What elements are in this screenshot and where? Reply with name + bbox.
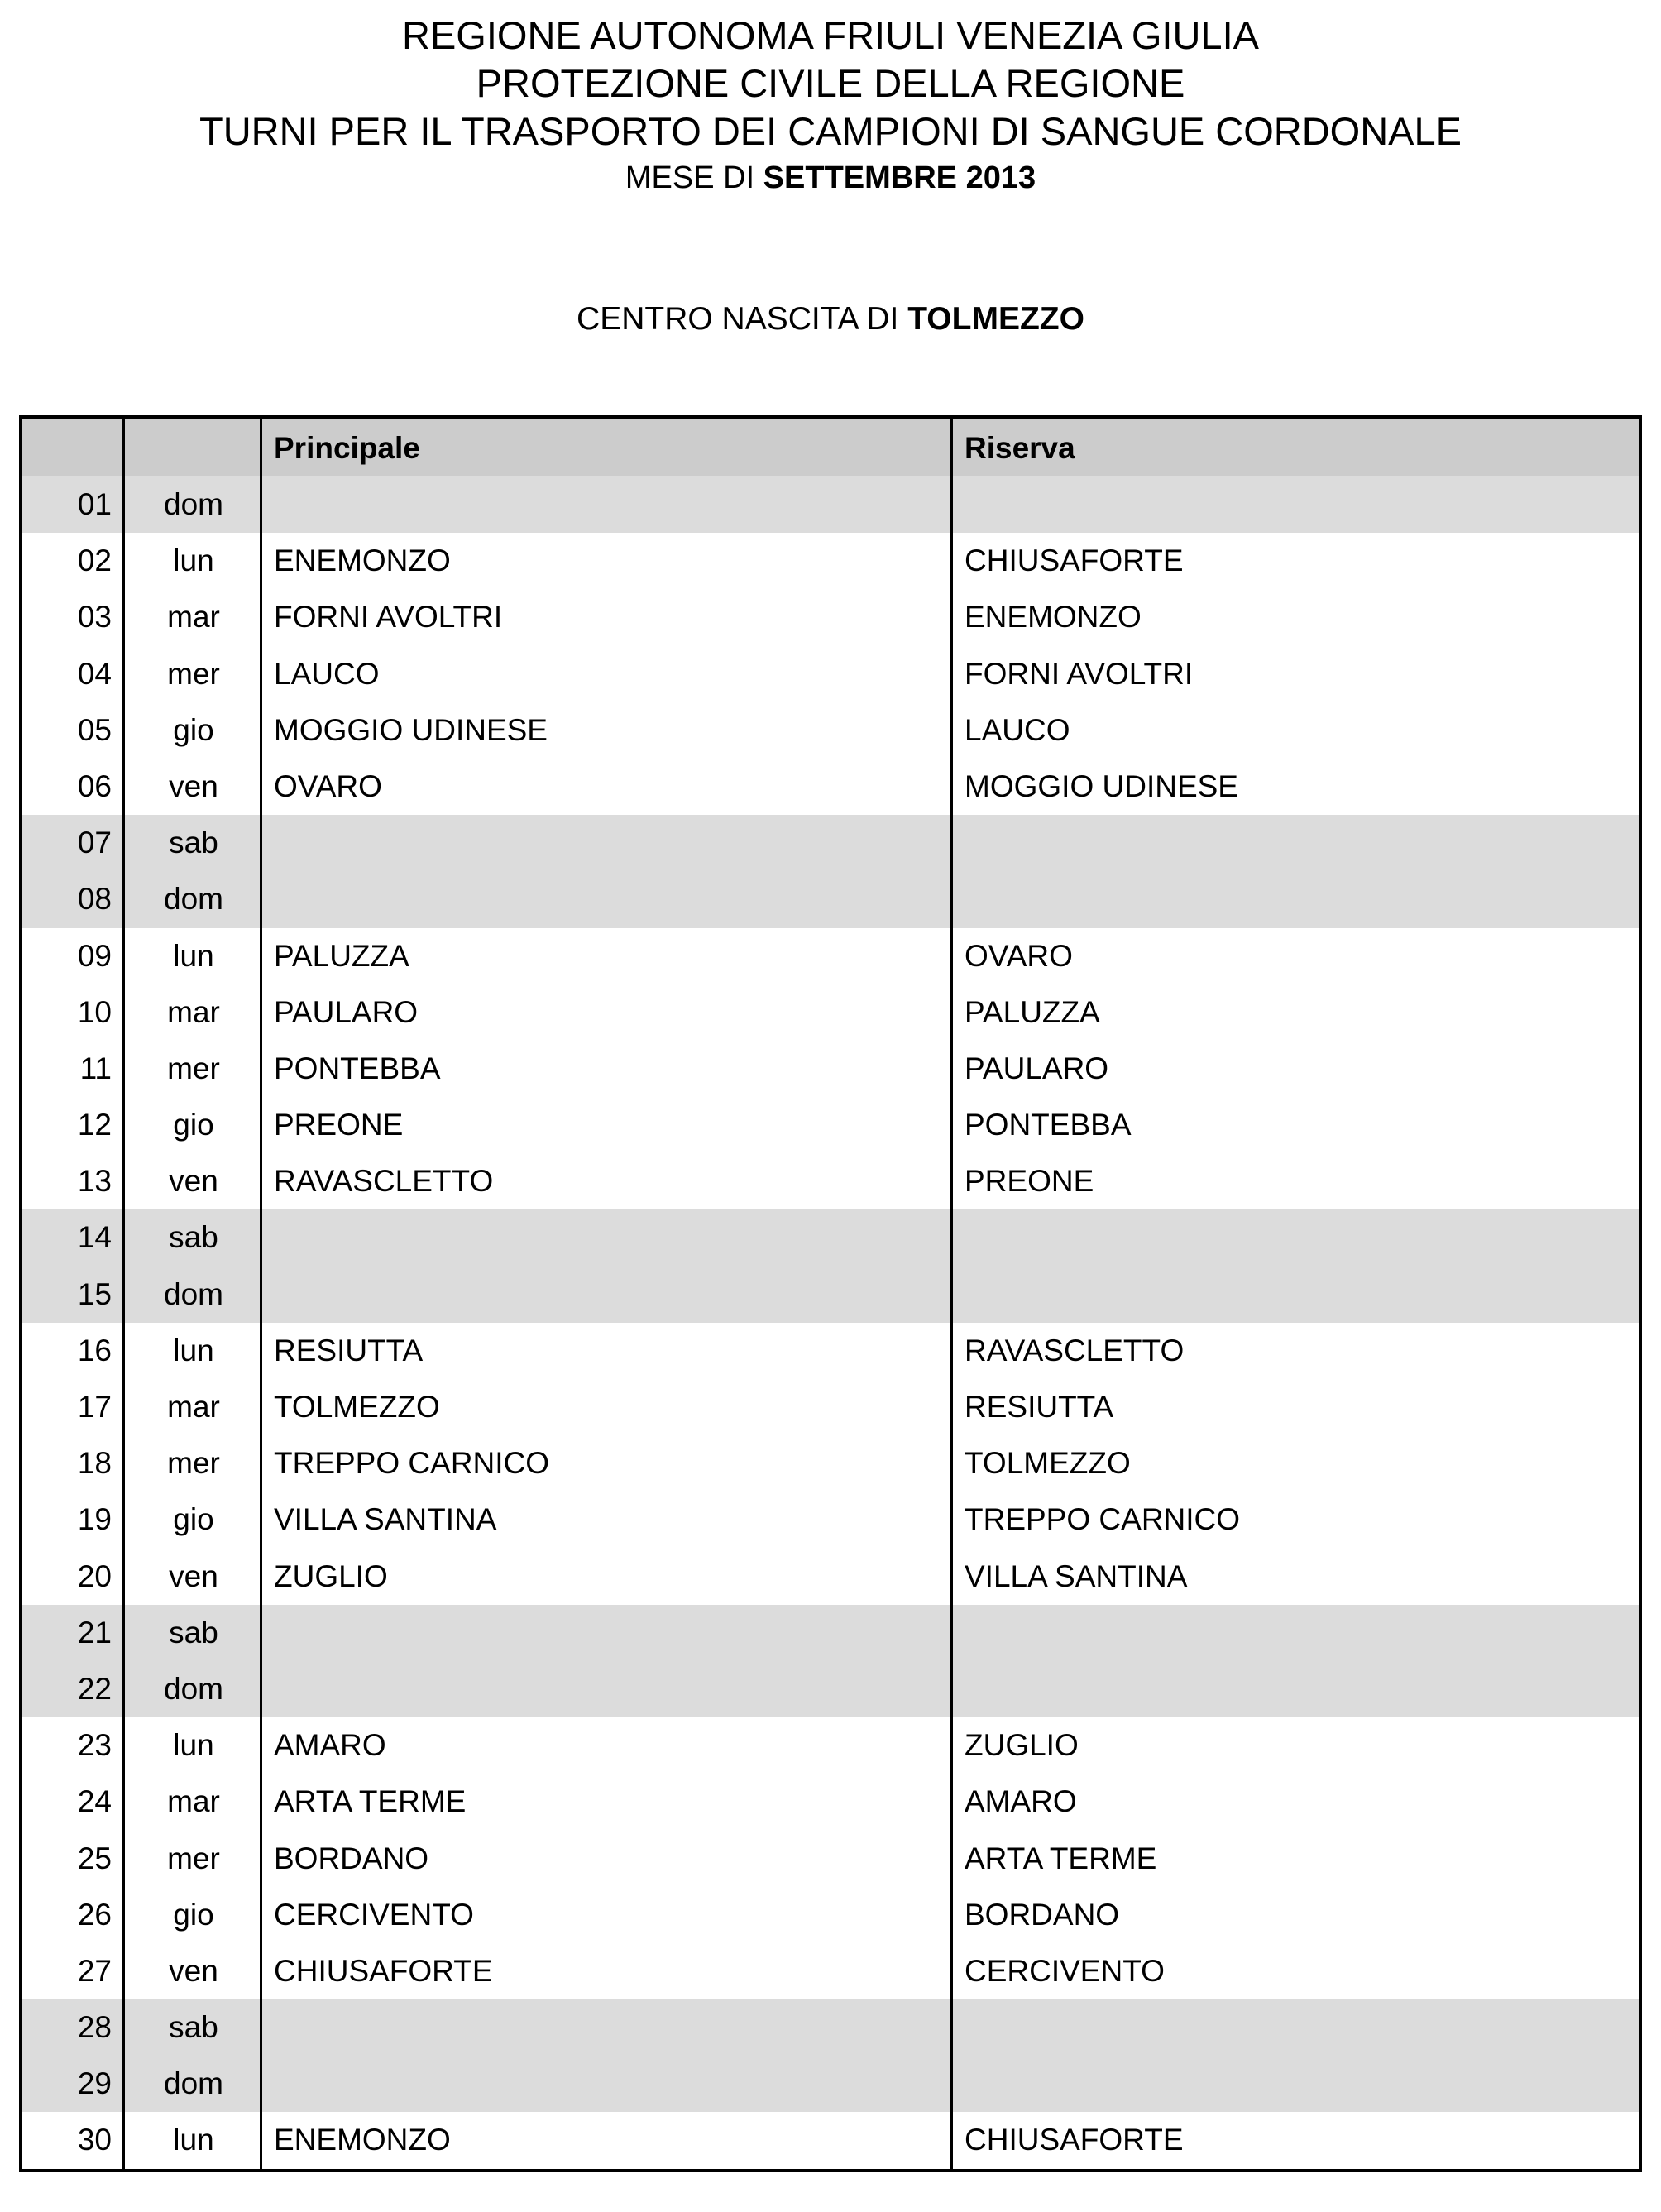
table-row	[22, 2056, 1639, 2112]
center-title	[0, 298, 1661, 341]
day-number: 12	[77, 1108, 112, 1142]
day-name: sab	[169, 826, 218, 860]
principale-cell: LAUCO	[274, 656, 380, 691]
riserva-cell: PALUZZA	[965, 994, 1100, 1029]
day-name: ven	[169, 768, 218, 803]
day-name: mar	[167, 1784, 220, 1819]
riserva-cell	[953, 871, 1639, 927]
riserva-cell	[953, 1605, 1639, 1661]
riserva-cell: CHIUSAFORTE	[965, 2123, 1184, 2157]
table-row	[22, 1153, 1639, 1209]
month-prefix: MESE DI	[625, 160, 763, 195]
principale-cell: BORDANO	[274, 1841, 429, 1875]
riserva-cell: PREONE	[965, 1164, 1094, 1199]
day-name: sab	[169, 2010, 218, 2045]
riserva-cell: ARTA TERME	[965, 1841, 1157, 1875]
riserva-cell: BORDANO	[965, 1897, 1120, 1932]
principale-cell: MOGGIO UDINESE	[274, 712, 548, 747]
day-name: ven	[169, 1164, 218, 1199]
table-header-row	[22, 419, 1639, 476]
table-row	[22, 646, 1639, 702]
header-month	[0, 157, 1661, 199]
riserva-cell: PONTEBBA	[965, 1108, 1132, 1142]
table-row	[22, 871, 1639, 927]
day-number: 23	[77, 1728, 112, 1763]
day-number: 14	[77, 1220, 112, 1255]
center-name: TOLMEZZO	[907, 301, 1084, 337]
day-number: 28	[77, 2010, 112, 2045]
table-row	[22, 1379, 1639, 1435]
riserva-cell	[953, 2056, 1639, 2112]
header-riserva: Riserva	[965, 431, 1075, 465]
principale-cell: ZUGLIO	[274, 1558, 388, 1593]
riserva-cell: ENEMONZO	[965, 600, 1142, 634]
day-number: 18	[77, 1446, 112, 1481]
principale-cell	[262, 1266, 953, 1323]
day-number: 10	[77, 994, 112, 1029]
day-number: 30	[77, 2123, 112, 2157]
principale-cell	[262, 1605, 953, 1661]
principale-cell: PONTEBBA	[274, 1051, 441, 1085]
day-number: 27	[77, 1953, 112, 1988]
riserva-cell: TREPPO CARNICO	[965, 1502, 1241, 1537]
principale-cell: AMARO	[274, 1728, 386, 1763]
principale-cell	[262, 1661, 953, 1717]
day-number: 20	[77, 1558, 112, 1593]
table-row	[22, 1323, 1639, 1379]
principale-cell: ARTA TERME	[274, 1784, 467, 1819]
day-number: 11	[79, 1051, 112, 1085]
table-row	[22, 1887, 1639, 1943]
riserva-cell: TOLMEZZO	[965, 1446, 1131, 1481]
riserva-cell: AMARO	[965, 1784, 1077, 1819]
table-row	[22, 1491, 1639, 1548]
header-line-protezione: PROTEZIONE CIVILE DELLA REGIONE	[476, 61, 1185, 105]
principale-cell: PREONE	[274, 1108, 404, 1142]
day-number: 24	[77, 1784, 112, 1819]
day-number: 15	[77, 1276, 112, 1311]
principale-cell: PALUZZA	[274, 938, 409, 973]
table-row	[22, 1435, 1639, 1491]
day-name: gio	[173, 1502, 214, 1537]
header-num	[22, 419, 125, 476]
day-name: lun	[173, 1333, 214, 1367]
table-row	[22, 1661, 1639, 1717]
day-number: 09	[77, 938, 112, 973]
day-name: mar	[167, 1390, 220, 1424]
riserva-cell: MOGGIO UDINESE	[965, 768, 1238, 803]
table-row	[22, 2112, 1639, 2168]
table-row	[22, 476, 1639, 533]
day-number: 17	[77, 1390, 112, 1424]
table-row	[22, 1041, 1639, 1097]
principale-cell: OVARO	[274, 768, 382, 803]
principale-cell	[262, 1209, 953, 1266]
table-row	[22, 759, 1639, 815]
riserva-cell	[953, 1209, 1639, 1266]
day-name: sab	[169, 1220, 218, 1255]
day-number: 05	[77, 712, 112, 747]
center-prefix: CENTRO NASCITA DI	[577, 301, 908, 337]
riserva-cell: VILLA SANTINA	[965, 1558, 1188, 1593]
principale-cell: RAVASCLETTO	[274, 1164, 494, 1199]
riserva-cell	[953, 815, 1639, 871]
day-name: ven	[169, 1953, 218, 1988]
table-body	[22, 476, 1639, 2169]
principale-cell: PAULARO	[274, 994, 419, 1029]
day-name: lun	[173, 543, 214, 578]
header-line-region: REGIONE AUTONOMA FRIULI VENEZIA GIULIA	[402, 13, 1259, 57]
table-row	[22, 1549, 1639, 1605]
riserva-cell	[953, 1266, 1639, 1323]
day-name: dom	[164, 1671, 223, 1706]
day-name: mar	[167, 600, 220, 634]
table-row	[22, 928, 1639, 984]
table-row	[22, 1999, 1639, 2056]
riserva-cell: CHIUSAFORTE	[965, 543, 1184, 578]
principale-cell	[262, 871, 953, 927]
column-divider	[950, 419, 953, 2169]
principale-cell: RESIUTTA	[274, 1333, 424, 1367]
principale-cell	[262, 476, 953, 533]
riserva-cell: OVARO	[965, 938, 1073, 973]
table-row	[22, 1209, 1639, 1266]
riserva-cell: PAULARO	[965, 1051, 1109, 1085]
riserva-cell: RESIUTTA	[965, 1390, 1114, 1424]
table-row	[22, 589, 1639, 645]
principale-cell: ENEMONZO	[274, 543, 451, 578]
day-name: lun	[173, 2123, 214, 2157]
day-number: 19	[77, 1502, 112, 1537]
header-principale: Principale	[274, 431, 420, 465]
day-name: dom	[164, 2066, 223, 2101]
day-number: 26	[77, 1897, 112, 1932]
header-day	[125, 419, 262, 476]
riserva-cell	[953, 1661, 1639, 1717]
day-number: 03	[77, 600, 112, 634]
day-name: lun	[173, 938, 214, 973]
principale-cell	[262, 1999, 953, 2056]
day-name: gio	[173, 712, 214, 747]
principale-cell: FORNI AVOLTRI	[274, 600, 503, 634]
day-name: gio	[173, 1897, 214, 1932]
day-number: 07	[77, 826, 112, 860]
day-name: sab	[169, 1615, 218, 1649]
day-number: 25	[77, 1841, 112, 1875]
day-name: mer	[167, 1051, 220, 1085]
table-row	[22, 702, 1639, 759]
day-name: gio	[173, 1108, 214, 1142]
principale-cell: TREPPO CARNICO	[274, 1446, 550, 1481]
day-name: mer	[167, 1446, 220, 1481]
principale-cell: CERCIVENTO	[274, 1897, 474, 1932]
riserva-cell: FORNI AVOLTRI	[965, 656, 1194, 691]
table-row	[22, 1266, 1639, 1323]
schedule-table-wrap	[19, 415, 1642, 2212]
principale-cell: VILLA SANTINA	[274, 1502, 497, 1537]
riserva-cell	[953, 1999, 1639, 2056]
principale-cell: TOLMEZZO	[274, 1390, 440, 1424]
month-value: SETTEMBRE 2013	[763, 160, 1036, 195]
table-row	[22, 1774, 1639, 1830]
riserva-cell	[953, 476, 1639, 533]
table-row	[22, 1831, 1639, 1887]
day-number: 01	[77, 487, 112, 521]
day-number: 21	[77, 1615, 112, 1649]
day-number: 02	[77, 543, 112, 578]
day-number: 13	[77, 1164, 112, 1199]
table-row	[22, 533, 1639, 589]
day-name: dom	[164, 882, 223, 917]
day-number: 04	[77, 656, 112, 691]
day-name: dom	[164, 1276, 223, 1311]
riserva-cell: CERCIVENTO	[965, 1953, 1165, 1988]
table-row	[22, 1605, 1639, 1661]
table-row	[22, 1717, 1639, 1774]
column-divider	[122, 419, 125, 2169]
principale-cell: CHIUSAFORTE	[274, 1953, 493, 1988]
principale-cell	[262, 2056, 953, 2112]
column-divider	[260, 419, 262, 2169]
table-row	[22, 1097, 1639, 1153]
day-number: 06	[77, 768, 112, 803]
day-name: mar	[167, 994, 220, 1029]
riserva-cell: LAUCO	[965, 712, 1070, 747]
day-name: mer	[167, 656, 220, 691]
riserva-cell: RAVASCLETTO	[965, 1333, 1185, 1367]
day-number: 29	[77, 2066, 112, 2101]
riserva-cell: ZUGLIO	[965, 1728, 1079, 1763]
day-number: 08	[77, 882, 112, 917]
principale-cell: ENEMONZO	[274, 2123, 451, 2157]
day-name: dom	[164, 487, 223, 521]
table-row	[22, 1943, 1639, 1999]
principale-cell	[262, 815, 953, 871]
header-line-turni: TURNI PER IL TRASPORTO DEI CAMPIONI DI SANGUE CORDONALE	[199, 109, 1462, 153]
schedule-table	[19, 415, 1642, 2172]
day-name: mer	[167, 1841, 220, 1875]
day-name: lun	[173, 1728, 214, 1763]
day-number: 22	[77, 1671, 112, 1706]
day-number: 16	[77, 1333, 112, 1367]
day-name: ven	[169, 1558, 218, 1593]
table-row	[22, 815, 1639, 871]
table-row	[22, 984, 1639, 1041]
